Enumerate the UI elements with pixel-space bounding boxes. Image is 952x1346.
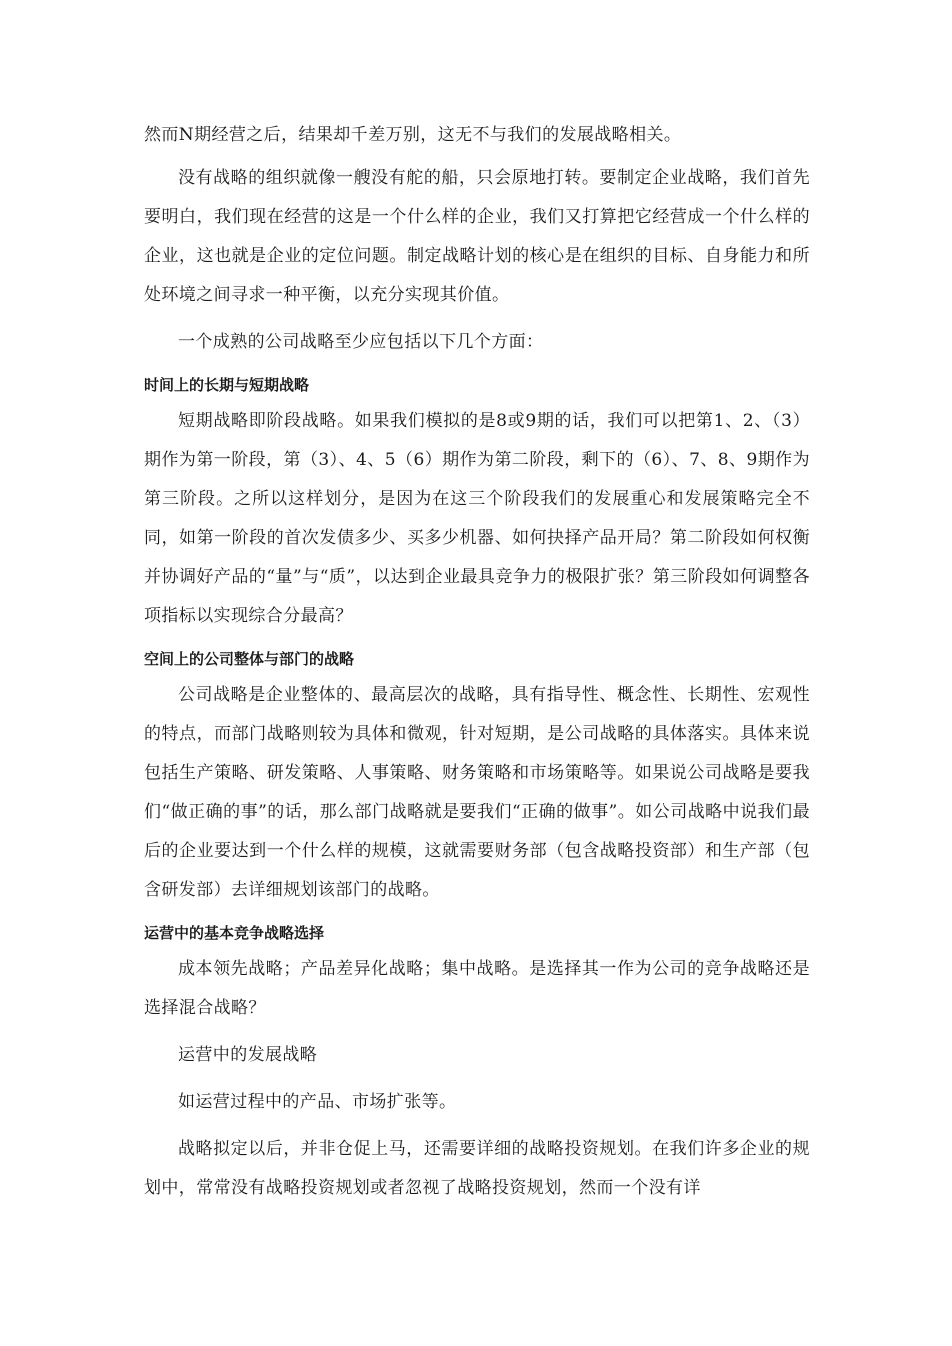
paragraph-development-strategy: 如运营过程中的产品、市场扩张等。 — [178, 1092, 457, 1112]
paragraph-time-strategy: 短期战略即阶段战略。如果我们模拟的是8或9期的话，我们可以把第1、2、（3）期作为第一阶段，第（3）、4、5（6）期作为第二阶段，剩下的（6）、7、8、9期作为第三阶段。之所以这样划分，是因为在这三个阶段我们的发展重心和发展策略完全不同，如第一阶段的首次发债多少、买多少机器、如何抉择产品开局？第二阶段如何权衡并协调好产品的“量”与“质”，以达到企业最具竞争力的极限扩张？第三阶段如何调整各项指标以实现综合分最高？ — [144, 411, 810, 626]
paragraph-intro-continuation: 然而N期经营之后，结果却千差万别，这无不与我们的发展战略相关。 — [144, 125, 682, 145]
paragraph-investment-planning: 战略拟定以后，并非仓促上马，还需要详细的战略投资规划。在我们许多企业的规划中，常常没有战略投资规划或者忽视了战略投资规划，然而一个没有详 — [144, 1139, 810, 1198]
paragraph-strategy-importance: 没有战略的组织就像一艘没有舵的船，只会原地打转。要制定企业战略，我们首先要明白，我们现在经营的这是一个什么样的企业，我们又打算把它经营成一个什么样的企业，这也就是企业的定位问题。制定战略计划的核心是在组织的目标、自身能力和所处环境之间寻求一种平衡，以充分实现其价值。 — [144, 168, 810, 305]
paragraph-strategy-aspects-intro: 一个成熟的公司战略至少应包括以下几个方面： — [178, 332, 544, 352]
paragraph-competitive-strategy: 成本领先战略；产品差异化战略；集中战略。是选择其一作为公司的竞争战略还是选择混合战略？ — [144, 959, 810, 1018]
document-body — [144, 116, 810, 1216]
section-heading-space-strategy: 空间上的公司整体与部门的战略 — [144, 650, 355, 668]
section-heading-competitive-strategy: 运营中的基本竞争战略选择 — [144, 924, 325, 942]
paragraph-development-strategy-heading: 运营中的发展战略 — [178, 1045, 318, 1065]
paragraph-space-strategy: 公司战略是企业整体的、最高层次的战略，具有指导性、概念性、长期性、宏观性的特点，而部门战略则较为具体和微观，针对短期，是公司战略的具体落实。具体来说包括生产策略、研发策略、人事策略、财务策略和市场策略等。如果说公司战略是要我们“做正确的事”的话，那么部门战略就是要我们“正确的做事”。如公司战略中说我们最后的企业要达到一个什么样的规模，这就需要财务部（包含战略投资部）和生产部（包含研发部）去详细规划该部门的战略。 — [144, 685, 810, 900]
section-heading-time-strategy: 时间上的长期与短期战略 — [144, 376, 310, 394]
